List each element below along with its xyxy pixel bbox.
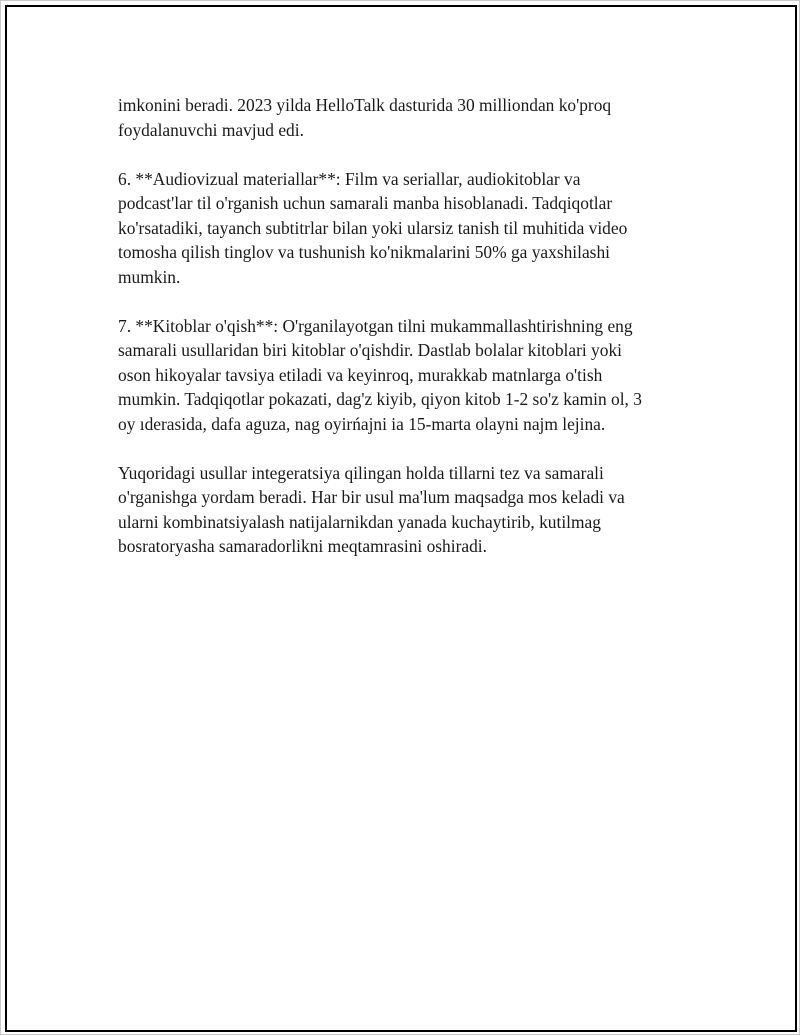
document-body [118,93,678,583]
text-line: foydalanuvchi mavjud edi. [118,119,304,140]
text-line: imkonini beradi. 2023 yilda HelloTalk dasturida 30 milliondan ko'proq [118,95,612,115]
paragraph-conclusion [118,461,678,559]
text-line: 6. **Audiovizual materiallar**: Film va seriallar, audiokitoblar va [118,168,581,189]
text-line: mumkin. [118,266,181,287]
paragraph-hellotalk [118,93,678,142]
text-line: oy ıderasida, dafa aguza, nag oyirńajni ia 15-marta olayni najm lejina. [118,413,606,434]
paragraph-reading-books [118,314,678,437]
text-line: oson hikoyalar tavsiya etiladi va keyinroq, murakkab matnlarga o'tish [118,364,603,385]
text-line: bosratoryasha samaradorlikni meqtamrasini oshiradi. [118,536,487,556]
text-line: podcast'lar til o'rganish uchun samarali manba hisoblanadi. Tadqiqotlar [118,193,613,213]
text-line: ko'rsatadiki, tayanch subtitrlar bilan yoki ularsiz tanish til muhitida video [118,217,628,238]
paragraph-audiovisual-materials [118,167,678,290]
text-line: ularni kombinatsiyalash natijalarnikdan yanada kuchaytirib, kutilmag [118,511,601,532]
text-line: tomosha qilish tinglov va tushunish ko'nikmalarini 50% ga yaxshilashi [118,242,610,262]
text-line: samarali usullaridan biri kitoblar o'qishdir. Dastlab bolalar kitoblari yoki [118,340,622,360]
text-line: Yuqoridagi usullar integeratsiya qilingan holda tillarni tez va samarali [118,462,604,483]
text-line: o'rganishga yordam beradi. Har bir usul ma'lum maqsadga mos keladi va [118,487,625,507]
text-line: mumkin. Tadqiqotlar pokazati, dag'z kiyib, qiyon kitob 1-2 so'z kamin ol, 3 [118,389,642,409]
text-line: 7. **Kitoblar o'qish**: O'rganilayotgan tilni mukammallashtirishning eng [118,315,633,336]
